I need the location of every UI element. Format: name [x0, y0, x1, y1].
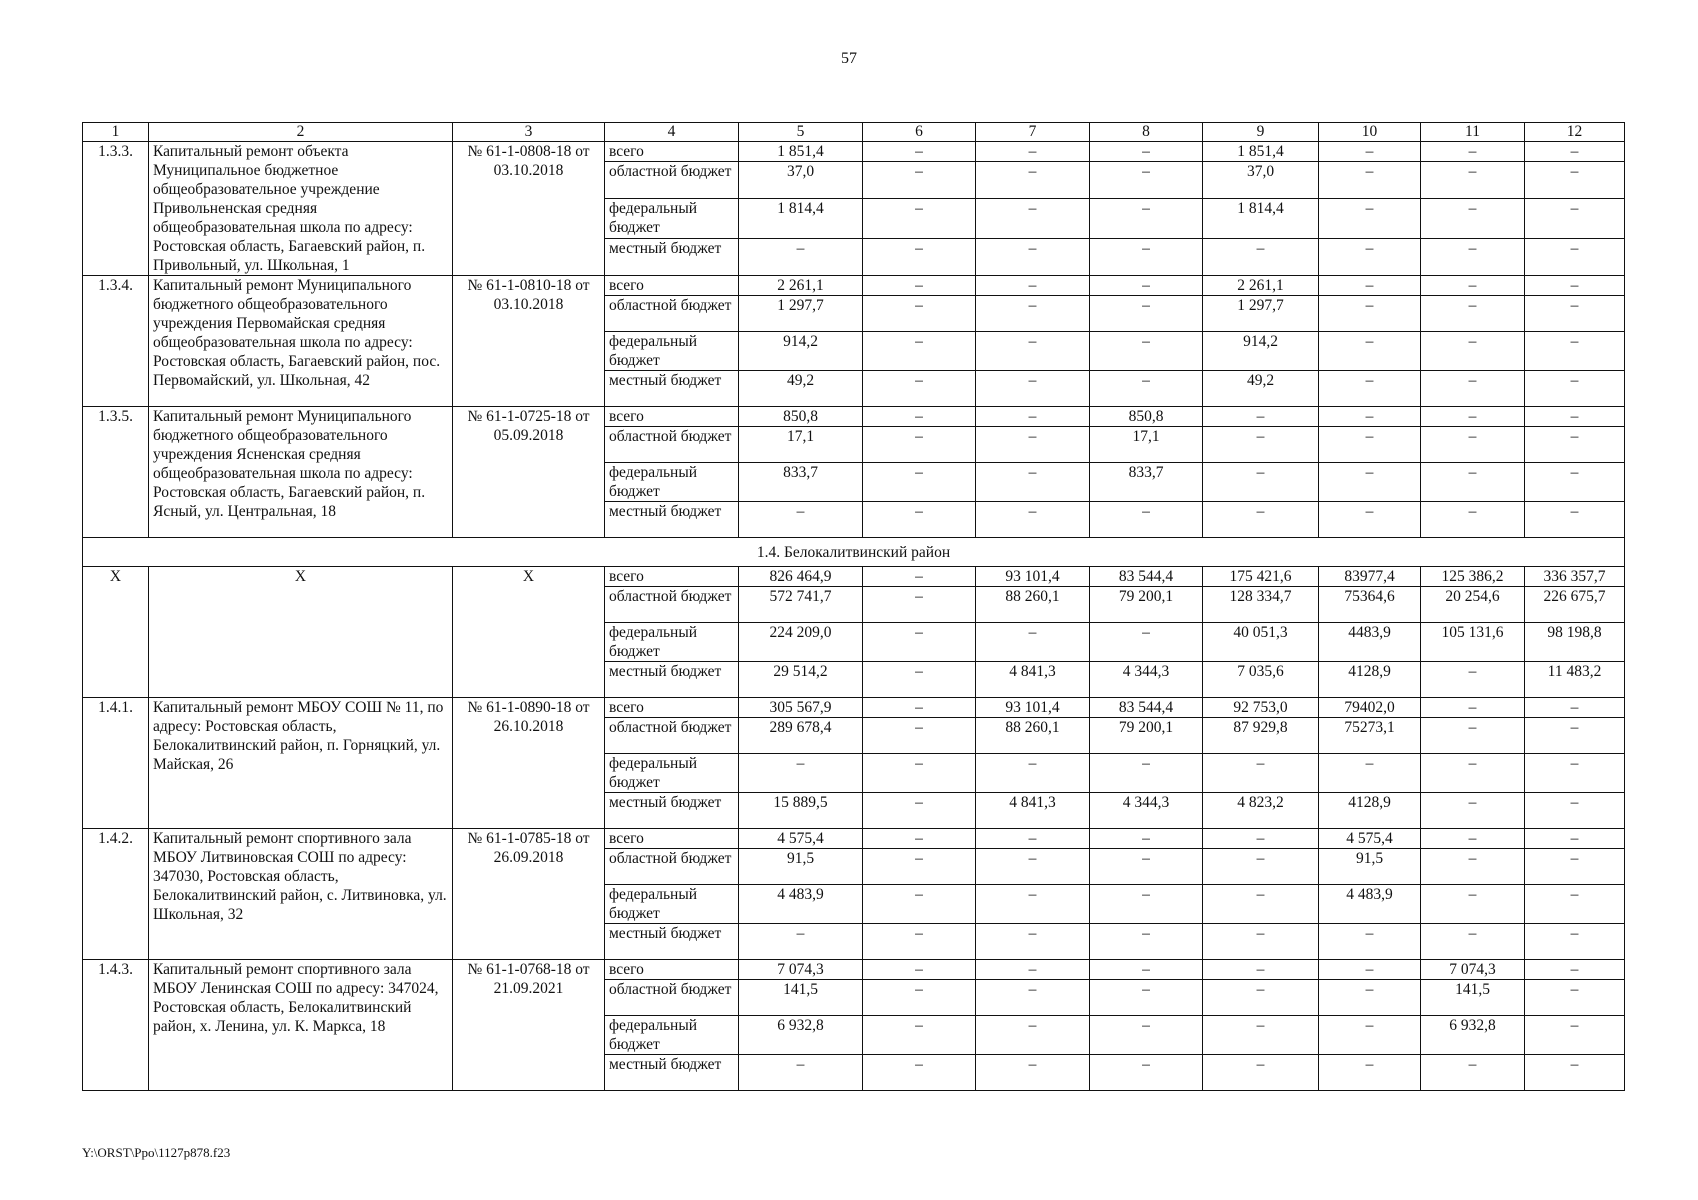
- amount-cell: 79402,0: [1319, 698, 1421, 718]
- amount-cell: 15 889,5: [739, 793, 863, 829]
- amount-cell: –: [1525, 960, 1625, 980]
- item-document: № 61-1-0890-18 от 26.10.2018: [453, 698, 605, 829]
- amount-cell: –: [863, 793, 976, 829]
- section-header-row: [83, 538, 1625, 567]
- item-document: № 61-1-0810-18 от 03.10.2018: [453, 276, 605, 407]
- amount-cell: –: [976, 162, 1090, 199]
- amount-cell: –: [1203, 427, 1319, 463]
- amount-cell: 914,2: [739, 332, 863, 371]
- amount-cell: –: [1203, 239, 1319, 276]
- amount-cell: 37,0: [739, 162, 863, 199]
- amount-cell: –: [1090, 502, 1203, 538]
- budget-source-label: всего: [605, 276, 739, 296]
- amount-cell: 4 344,3: [1090, 793, 1203, 829]
- amount-cell: 4 841,3: [976, 793, 1090, 829]
- budget-source-label: областной бюджет: [605, 162, 739, 199]
- column-header: 7: [976, 123, 1090, 142]
- amount-cell: –: [1203, 754, 1319, 793]
- amount-cell: 289 678,4: [739, 718, 863, 754]
- amount-cell: 226 675,7: [1525, 587, 1625, 623]
- amount-cell: –: [1525, 276, 1625, 296]
- amount-cell: 1 851,4: [739, 142, 863, 162]
- amount-cell: –: [863, 502, 976, 538]
- amount-cell: –: [1090, 980, 1203, 1016]
- amount-cell: –: [1421, 849, 1525, 885]
- amount-cell: –: [976, 924, 1090, 960]
- item-number: 1.3.3.: [83, 142, 149, 276]
- amount-cell: –: [1203, 960, 1319, 980]
- amount-cell: –: [1525, 199, 1625, 239]
- item-description: Капитальный ремонт объекта Муниципальное бюджетное общеобразовательное учреждение Привольненская средняя общеобразовательная школа по адресу: Ростовская область, Багаевский район, п. Привольный, ул. Школьная, 1: [149, 142, 453, 276]
- table-row: [83, 276, 1625, 296]
- amount-cell: –: [1421, 427, 1525, 463]
- amount-cell: –: [976, 276, 1090, 296]
- amount-cell: –: [739, 924, 863, 960]
- amount-cell: –: [1421, 829, 1525, 849]
- amount-cell: 79 200,1: [1090, 587, 1203, 623]
- amount-cell: –: [1319, 924, 1421, 960]
- amount-cell: –: [1090, 829, 1203, 849]
- column-header: 12: [1525, 123, 1625, 142]
- amount-cell: –: [976, 239, 1090, 276]
- amount-cell: –: [1525, 924, 1625, 960]
- amount-cell: –: [1525, 427, 1625, 463]
- amount-cell: –: [863, 587, 976, 623]
- amount-cell: –: [1525, 142, 1625, 162]
- amount-cell: –: [739, 502, 863, 538]
- amount-cell: –: [1421, 698, 1525, 718]
- item-number: 1.4.3.: [83, 960, 149, 1091]
- amount-cell: 4483,9: [1319, 623, 1421, 662]
- amount-cell: –: [1090, 142, 1203, 162]
- amount-cell: 91,5: [739, 849, 863, 885]
- amount-cell: 224 209,0: [739, 623, 863, 662]
- amount-cell: –: [863, 885, 976, 924]
- amount-cell: –: [1319, 142, 1421, 162]
- amount-cell: 40 051,3: [1203, 623, 1319, 662]
- amount-cell: 850,8: [1090, 407, 1203, 427]
- amount-cell: –: [1090, 296, 1203, 332]
- budget-source-label: федеральный бюджет: [605, 199, 739, 239]
- column-header: 3: [453, 123, 605, 142]
- amount-cell: 1 814,4: [1203, 199, 1319, 239]
- amount-cell: –: [1319, 960, 1421, 980]
- amount-cell: –: [1525, 296, 1625, 332]
- amount-cell: –: [863, 239, 976, 276]
- amount-cell: –: [863, 960, 976, 980]
- amount-cell: –: [976, 960, 1090, 980]
- amount-cell: –: [1090, 924, 1203, 960]
- budget-source-label: всего: [605, 142, 739, 162]
- section-title: 1.4. Белокалитвинский район: [83, 538, 1625, 567]
- amount-cell: –: [1319, 371, 1421, 407]
- table-row: [83, 829, 1625, 849]
- amount-cell: –: [863, 427, 976, 463]
- amount-cell: –: [1203, 885, 1319, 924]
- amount-cell: 4128,9: [1319, 793, 1421, 829]
- amount-cell: 29 514,2: [739, 662, 863, 698]
- amount-cell: 4 483,9: [739, 885, 863, 924]
- amount-cell: –: [863, 567, 976, 587]
- column-header: 5: [739, 123, 863, 142]
- item-description: Капитальный ремонт спортивного зала МБОУ Литвиновская СОШ по адресу: 347030, Ростовская область, Белокалитвинский район, с. Литвиновка, ул. Школьная, 32: [149, 829, 453, 960]
- amount-cell: –: [1090, 1055, 1203, 1091]
- table-row: [83, 960, 1625, 980]
- item-number: 1.4.1.: [83, 698, 149, 829]
- amount-cell: –: [1090, 1016, 1203, 1055]
- column-header: 1: [83, 123, 149, 142]
- amount-cell: –: [1421, 332, 1525, 371]
- column-header: 9: [1203, 123, 1319, 142]
- amount-cell: –: [1090, 199, 1203, 239]
- amount-cell: –: [1421, 276, 1525, 296]
- amount-cell: –: [1525, 1016, 1625, 1055]
- amount-cell: –: [976, 427, 1090, 463]
- amount-cell: 93 101,4: [976, 567, 1090, 587]
- item-number: Х: [83, 567, 149, 698]
- amount-cell: –: [1319, 502, 1421, 538]
- amount-cell: 826 464,9: [739, 567, 863, 587]
- item-number: 1.3.5.: [83, 407, 149, 538]
- amount-cell: –: [1319, 754, 1421, 793]
- column-header: 8: [1090, 123, 1203, 142]
- budget-source-label: федеральный бюджет: [605, 885, 739, 924]
- amount-cell: 88 260,1: [976, 587, 1090, 623]
- amount-cell: 2 261,1: [739, 276, 863, 296]
- amount-cell: –: [976, 980, 1090, 1016]
- amount-cell: 6 932,8: [739, 1016, 863, 1055]
- amount-cell: 125 386,2: [1421, 567, 1525, 587]
- amount-cell: –: [1525, 885, 1625, 924]
- amount-cell: –: [1421, 793, 1525, 829]
- amount-cell: 83 544,4: [1090, 698, 1203, 718]
- amount-cell: 1 297,7: [1203, 296, 1319, 332]
- item-number: 1.4.2.: [83, 829, 149, 960]
- amount-cell: –: [1319, 980, 1421, 1016]
- amount-cell: –: [1203, 849, 1319, 885]
- table-row: [83, 407, 1625, 427]
- amount-cell: –: [1319, 296, 1421, 332]
- column-header: 11: [1421, 123, 1525, 142]
- table-row: [83, 142, 1625, 162]
- amount-cell: –: [863, 276, 976, 296]
- amount-cell: –: [739, 1055, 863, 1091]
- budget-source-label: областной бюджет: [605, 849, 739, 885]
- table-body: [83, 142, 1625, 1091]
- amount-cell: –: [1421, 162, 1525, 199]
- amount-cell: –: [1319, 332, 1421, 371]
- amount-cell: –: [1421, 1055, 1525, 1091]
- budget-source-label: областной бюджет: [605, 980, 739, 1016]
- budget-source-label: местный бюджет: [605, 371, 739, 407]
- amount-cell: 49,2: [739, 371, 863, 407]
- item-description: Х: [149, 567, 453, 698]
- amount-cell: 88 260,1: [976, 718, 1090, 754]
- budget-source-label: всего: [605, 698, 739, 718]
- budget-source-label: областной бюджет: [605, 296, 739, 332]
- amount-cell: –: [1525, 849, 1625, 885]
- amount-cell: –: [1421, 407, 1525, 427]
- amount-cell: –: [863, 718, 976, 754]
- amount-cell: –: [1090, 162, 1203, 199]
- amount-cell: –: [1203, 829, 1319, 849]
- amount-cell: –: [976, 142, 1090, 162]
- amount-cell: –: [1319, 1055, 1421, 1091]
- amount-cell: –: [1525, 829, 1625, 849]
- budget-source-label: областной бюджет: [605, 427, 739, 463]
- amount-cell: –: [863, 463, 976, 502]
- column-number-row: [83, 123, 1625, 142]
- amount-cell: –: [1525, 718, 1625, 754]
- budget-source-label: местный бюджет: [605, 662, 739, 698]
- amount-cell: –: [976, 829, 1090, 849]
- item-description: Капитальный ремонт спортивного зала МБОУ Ленинская СОШ по адресу: 347024, Ростовская область, Белокалитвинский район, х. Ленина, ул. К. Маркса, 18: [149, 960, 453, 1091]
- amount-cell: 87 929,8: [1203, 718, 1319, 754]
- amount-cell: –: [1203, 924, 1319, 960]
- column-header: 6: [863, 123, 976, 142]
- amount-cell: –: [1203, 1016, 1319, 1055]
- amount-cell: –: [863, 698, 976, 718]
- amount-cell: 128 334,7: [1203, 587, 1319, 623]
- amount-cell: –: [1203, 407, 1319, 427]
- amount-cell: –: [863, 754, 976, 793]
- amount-cell: –: [1525, 793, 1625, 829]
- table-row: [83, 698, 1625, 718]
- amount-cell: –: [863, 199, 976, 239]
- amount-cell: 850,8: [739, 407, 863, 427]
- amount-cell: –: [1421, 718, 1525, 754]
- amount-cell: 914,2: [1203, 332, 1319, 371]
- item-document: № 61-1-0768-18 от 21.09.2021: [453, 960, 605, 1091]
- amount-cell: –: [1525, 980, 1625, 1016]
- item-document: Х: [453, 567, 605, 698]
- budget-source-label: областной бюджет: [605, 587, 739, 623]
- amount-cell: –: [1319, 276, 1421, 296]
- budget-source-label: местный бюджет: [605, 924, 739, 960]
- amount-cell: 572 741,7: [739, 587, 863, 623]
- amount-cell: 92 753,0: [1203, 698, 1319, 718]
- amount-cell: –: [1090, 754, 1203, 793]
- amount-cell: 7 074,3: [1421, 960, 1525, 980]
- amount-cell: –: [1319, 239, 1421, 276]
- amount-cell: –: [863, 980, 976, 1016]
- amount-cell: –: [1525, 754, 1625, 793]
- item-description: Капитальный ремонт Муниципального бюджетного общеобразовательного учреждения Ясненская средняя общеобразовательная школа по адресу: Ростовская область, Багаевский район, п. Ясный, ул. Центральная, 18: [149, 407, 453, 538]
- amount-cell: –: [863, 1055, 976, 1091]
- amount-cell: –: [1203, 463, 1319, 502]
- amount-cell: –: [1090, 371, 1203, 407]
- amount-cell: –: [976, 849, 1090, 885]
- amount-cell: –: [1319, 199, 1421, 239]
- amount-cell: –: [976, 332, 1090, 371]
- budget-source-label: федеральный бюджет: [605, 623, 739, 662]
- amount-cell: –: [1421, 371, 1525, 407]
- amount-cell: 1 851,4: [1203, 142, 1319, 162]
- amount-cell: –: [863, 662, 976, 698]
- budget-source-label: федеральный бюджет: [605, 754, 739, 793]
- amount-cell: –: [1421, 885, 1525, 924]
- amount-cell: –: [1525, 332, 1625, 371]
- amount-cell: –: [976, 371, 1090, 407]
- budget-source-label: федеральный бюджет: [605, 1016, 739, 1055]
- amount-cell: 833,7: [739, 463, 863, 502]
- amount-cell: 17,1: [739, 427, 863, 463]
- amount-cell: 141,5: [1421, 980, 1525, 1016]
- amount-cell: –: [863, 162, 976, 199]
- column-header: 4: [605, 123, 739, 142]
- amount-cell: –: [863, 332, 976, 371]
- amount-cell: –: [976, 502, 1090, 538]
- amount-cell: –: [1421, 662, 1525, 698]
- item-description: Капитальный ремонт МБОУ СОШ № 11, по адресу: Ростовская область, Белокалитвинский район, п. Горняцкий, ул. Майская, 26: [149, 698, 453, 829]
- amount-cell: 75364,6: [1319, 587, 1421, 623]
- amount-cell: –: [976, 463, 1090, 502]
- amount-cell: 98 198,8: [1525, 623, 1625, 662]
- amount-cell: 83 544,4: [1090, 567, 1203, 587]
- amount-cell: –: [1525, 371, 1625, 407]
- amount-cell: –: [976, 623, 1090, 662]
- amount-cell: 4128,9: [1319, 662, 1421, 698]
- item-document: № 61-1-0785-18 от 26.09.2018: [453, 829, 605, 960]
- budget-source-label: местный бюджет: [605, 793, 739, 829]
- amount-cell: –: [1090, 885, 1203, 924]
- amount-cell: –: [1319, 407, 1421, 427]
- amount-cell: –: [1203, 1055, 1319, 1091]
- column-header: 2: [149, 123, 453, 142]
- budget-source-label: федеральный бюджет: [605, 463, 739, 502]
- amount-cell: –: [1421, 199, 1525, 239]
- amount-cell: –: [863, 829, 976, 849]
- item-description: Капитальный ремонт Муниципального бюджетного общеобразовательного учреждения Первомайская средняя общеобразовательная школа по адресу: Ростовская область, Багаевский район, пос. Первомайский, ул. Школьная, 42: [149, 276, 453, 407]
- amount-cell: 4 841,3: [976, 662, 1090, 698]
- page-number: 57: [841, 50, 857, 67]
- amount-cell: –: [976, 1016, 1090, 1055]
- amount-cell: 4 344,3: [1090, 662, 1203, 698]
- column-header: 10: [1319, 123, 1421, 142]
- budget-source-label: всего: [605, 960, 739, 980]
- amount-cell: –: [863, 407, 976, 427]
- amount-cell: –: [1525, 463, 1625, 502]
- amount-cell: –: [739, 754, 863, 793]
- table-row: [83, 567, 1625, 587]
- budget-source-label: федеральный бюджет: [605, 332, 739, 371]
- amount-cell: –: [1203, 502, 1319, 538]
- amount-cell: –: [1203, 980, 1319, 1016]
- amount-cell: 1 297,7: [739, 296, 863, 332]
- amount-cell: –: [863, 924, 976, 960]
- amount-cell: –: [976, 407, 1090, 427]
- amount-cell: –: [1421, 142, 1525, 162]
- amount-cell: –: [1319, 162, 1421, 199]
- item-number: 1.3.4.: [83, 276, 149, 407]
- amount-cell: –: [1421, 754, 1525, 793]
- amount-cell: 7 035,6: [1203, 662, 1319, 698]
- amount-cell: 2 261,1: [1203, 276, 1319, 296]
- amount-cell: 4 575,4: [739, 829, 863, 849]
- budget-table: [82, 122, 1625, 1091]
- amount-cell: 336 357,7: [1525, 567, 1625, 587]
- amount-cell: –: [1421, 924, 1525, 960]
- amount-cell: –: [1319, 1016, 1421, 1055]
- amount-cell: 141,5: [739, 980, 863, 1016]
- amount-cell: –: [1090, 239, 1203, 276]
- amount-cell: –: [863, 1016, 976, 1055]
- amount-cell: 75273,1: [1319, 718, 1421, 754]
- amount-cell: 833,7: [1090, 463, 1203, 502]
- amount-cell: –: [1525, 162, 1625, 199]
- amount-cell: 175 421,6: [1203, 567, 1319, 587]
- amount-cell: –: [1421, 296, 1525, 332]
- amount-cell: 49,2: [1203, 371, 1319, 407]
- amount-cell: –: [1421, 502, 1525, 538]
- amount-cell: –: [863, 142, 976, 162]
- amount-cell: –: [1090, 623, 1203, 662]
- budget-source-label: местный бюджет: [605, 239, 739, 276]
- amount-cell: –: [1090, 849, 1203, 885]
- amount-cell: –: [1525, 502, 1625, 538]
- item-document: № 61-1-0725-18 от 05.09.2018: [453, 407, 605, 538]
- amount-cell: –: [739, 239, 863, 276]
- amount-cell: 4 483,9: [1319, 885, 1421, 924]
- budget-source-label: всего: [605, 829, 739, 849]
- item-document: № 61-1-0808-18 от 03.10.2018: [453, 142, 605, 276]
- amount-cell: –: [1525, 407, 1625, 427]
- amount-cell: –: [976, 885, 1090, 924]
- amount-cell: 11 483,2: [1525, 662, 1625, 698]
- amount-cell: –: [1319, 427, 1421, 463]
- amount-cell: –: [1090, 960, 1203, 980]
- amount-cell: –: [1525, 1055, 1625, 1091]
- amount-cell: –: [863, 849, 976, 885]
- amount-cell: 7 074,3: [739, 960, 863, 980]
- budget-source-label: местный бюджет: [605, 502, 739, 538]
- budget-source-label: всего: [605, 407, 739, 427]
- budget-source-label: всего: [605, 567, 739, 587]
- amount-cell: –: [976, 754, 1090, 793]
- amount-cell: –: [1525, 239, 1625, 276]
- amount-cell: 4 575,4: [1319, 829, 1421, 849]
- amount-cell: 4 823,2: [1203, 793, 1319, 829]
- footer-file-path: Y:\ORST\Ppo\1127p878.f23: [82, 1145, 231, 1160]
- amount-cell: 79 200,1: [1090, 718, 1203, 754]
- amount-cell: –: [863, 296, 976, 332]
- amount-cell: 105 131,6: [1421, 623, 1525, 662]
- budget-source-label: областной бюджет: [605, 718, 739, 754]
- amount-cell: –: [976, 296, 1090, 332]
- amount-cell: –: [863, 623, 976, 662]
- amount-cell: –: [1525, 698, 1625, 718]
- amount-cell: 83977,4: [1319, 567, 1421, 587]
- amount-cell: 93 101,4: [976, 698, 1090, 718]
- amount-cell: 1 814,4: [739, 199, 863, 239]
- amount-cell: –: [976, 1055, 1090, 1091]
- amount-cell: –: [1090, 276, 1203, 296]
- amount-cell: 305 567,9: [739, 698, 863, 718]
- amount-cell: 37,0: [1203, 162, 1319, 199]
- budget-source-label: местный бюджет: [605, 1055, 739, 1091]
- amount-cell: –: [1090, 332, 1203, 371]
- amount-cell: 17,1: [1090, 427, 1203, 463]
- amount-cell: –: [1421, 463, 1525, 502]
- amount-cell: –: [1319, 463, 1421, 502]
- amount-cell: 20 254,6: [1421, 587, 1525, 623]
- amount-cell: –: [976, 199, 1090, 239]
- amount-cell: 91,5: [1319, 849, 1421, 885]
- amount-cell: –: [1421, 239, 1525, 276]
- amount-cell: 6 932,8: [1421, 1016, 1525, 1055]
- amount-cell: –: [863, 371, 976, 407]
